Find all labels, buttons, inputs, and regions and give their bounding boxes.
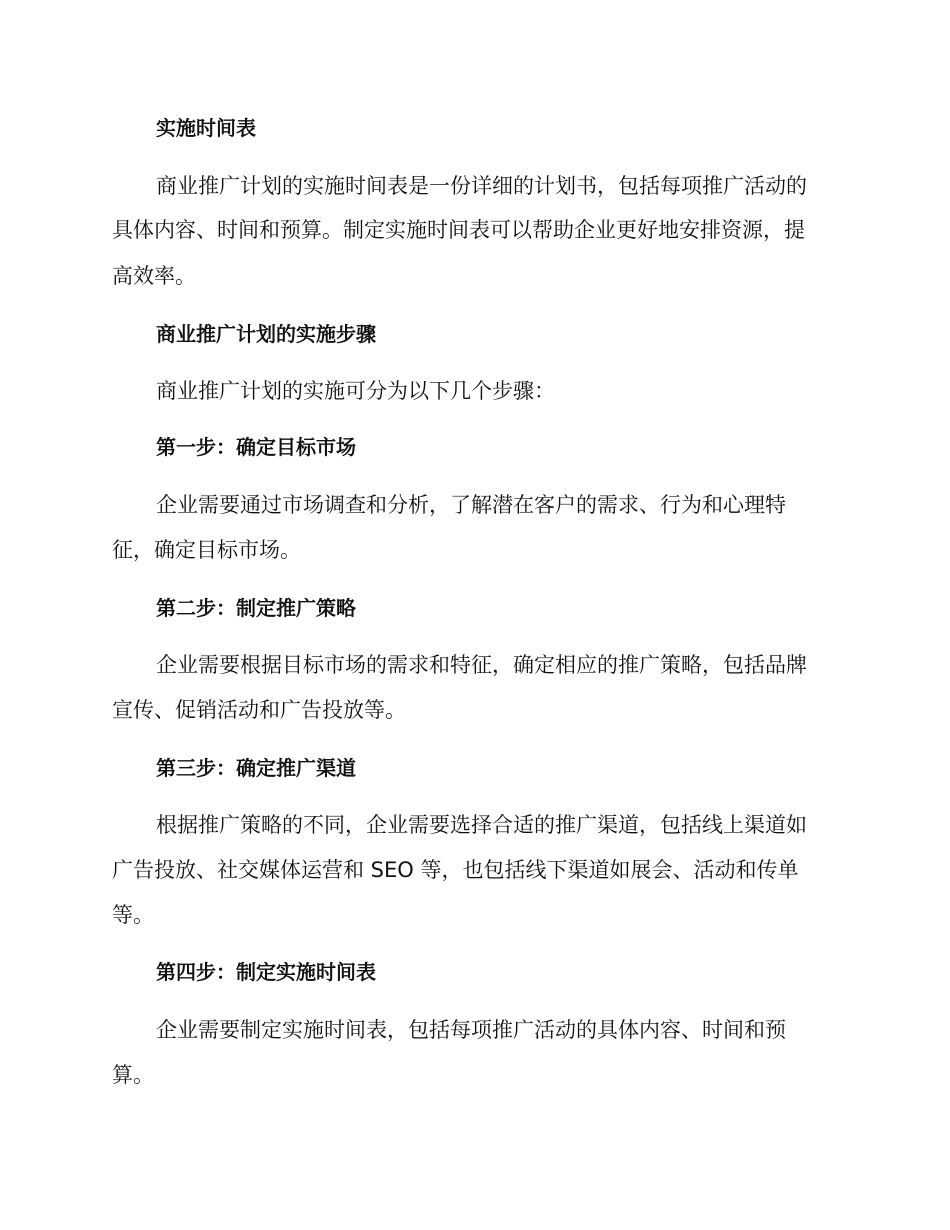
paragraph-line: 算。: [112, 1063, 154, 1087]
paragraph-line: 等。: [112, 903, 154, 927]
section-heading-schedule: 实施时间表: [156, 116, 256, 140]
step-heading-1: 第一步：确定目标市场: [156, 435, 356, 459]
paragraph-line: 企业需要根据目标市场的需求和特征，确定相应的推广策略，包括品牌: [156, 653, 807, 677]
paragraph-line: 商业推广计划的实施可分为以下几个步骤：: [156, 379, 555, 403]
paragraph-line: 宣传、促销活动和广告投放等。: [112, 698, 406, 722]
paragraph-line: 企业需要通过市场调查和分析，了解潜在客户的需求、行为和心理特: [156, 493, 786, 517]
step-heading-4: 第四步：制定实施时间表: [156, 960, 376, 984]
paragraph-line: 根据推广策略的不同，企业需要选择合适的推广渠道，包括线上渠道如: [156, 813, 807, 837]
paragraph-line: 广告投放、社交媒体运营和 SEO 等，也包括线下渠道如展会、活动和传单: [112, 858, 799, 882]
paragraph-line: 企业需要制定实施时间表，包括每项推广活动的具体内容、时间和预: [156, 1018, 786, 1042]
paragraph-line: 征，确定目标市场。: [112, 538, 301, 562]
section-heading-steps: 商业推广计划的实施步骤: [156, 322, 376, 346]
paragraph-line: 具体内容、时间和预算。制定实施时间表可以帮助企业更好地安排资源，提: [112, 218, 805, 242]
paragraph-line: 商业推广计划的实施时间表是一份详细的计划书，包括每项推广活动的: [156, 174, 807, 198]
paragraph-line: 高效率。: [112, 264, 196, 288]
step-heading-2: 第二步：制定推广策略: [156, 596, 356, 620]
step-heading-3: 第三步：确定推广渠道: [156, 756, 356, 780]
